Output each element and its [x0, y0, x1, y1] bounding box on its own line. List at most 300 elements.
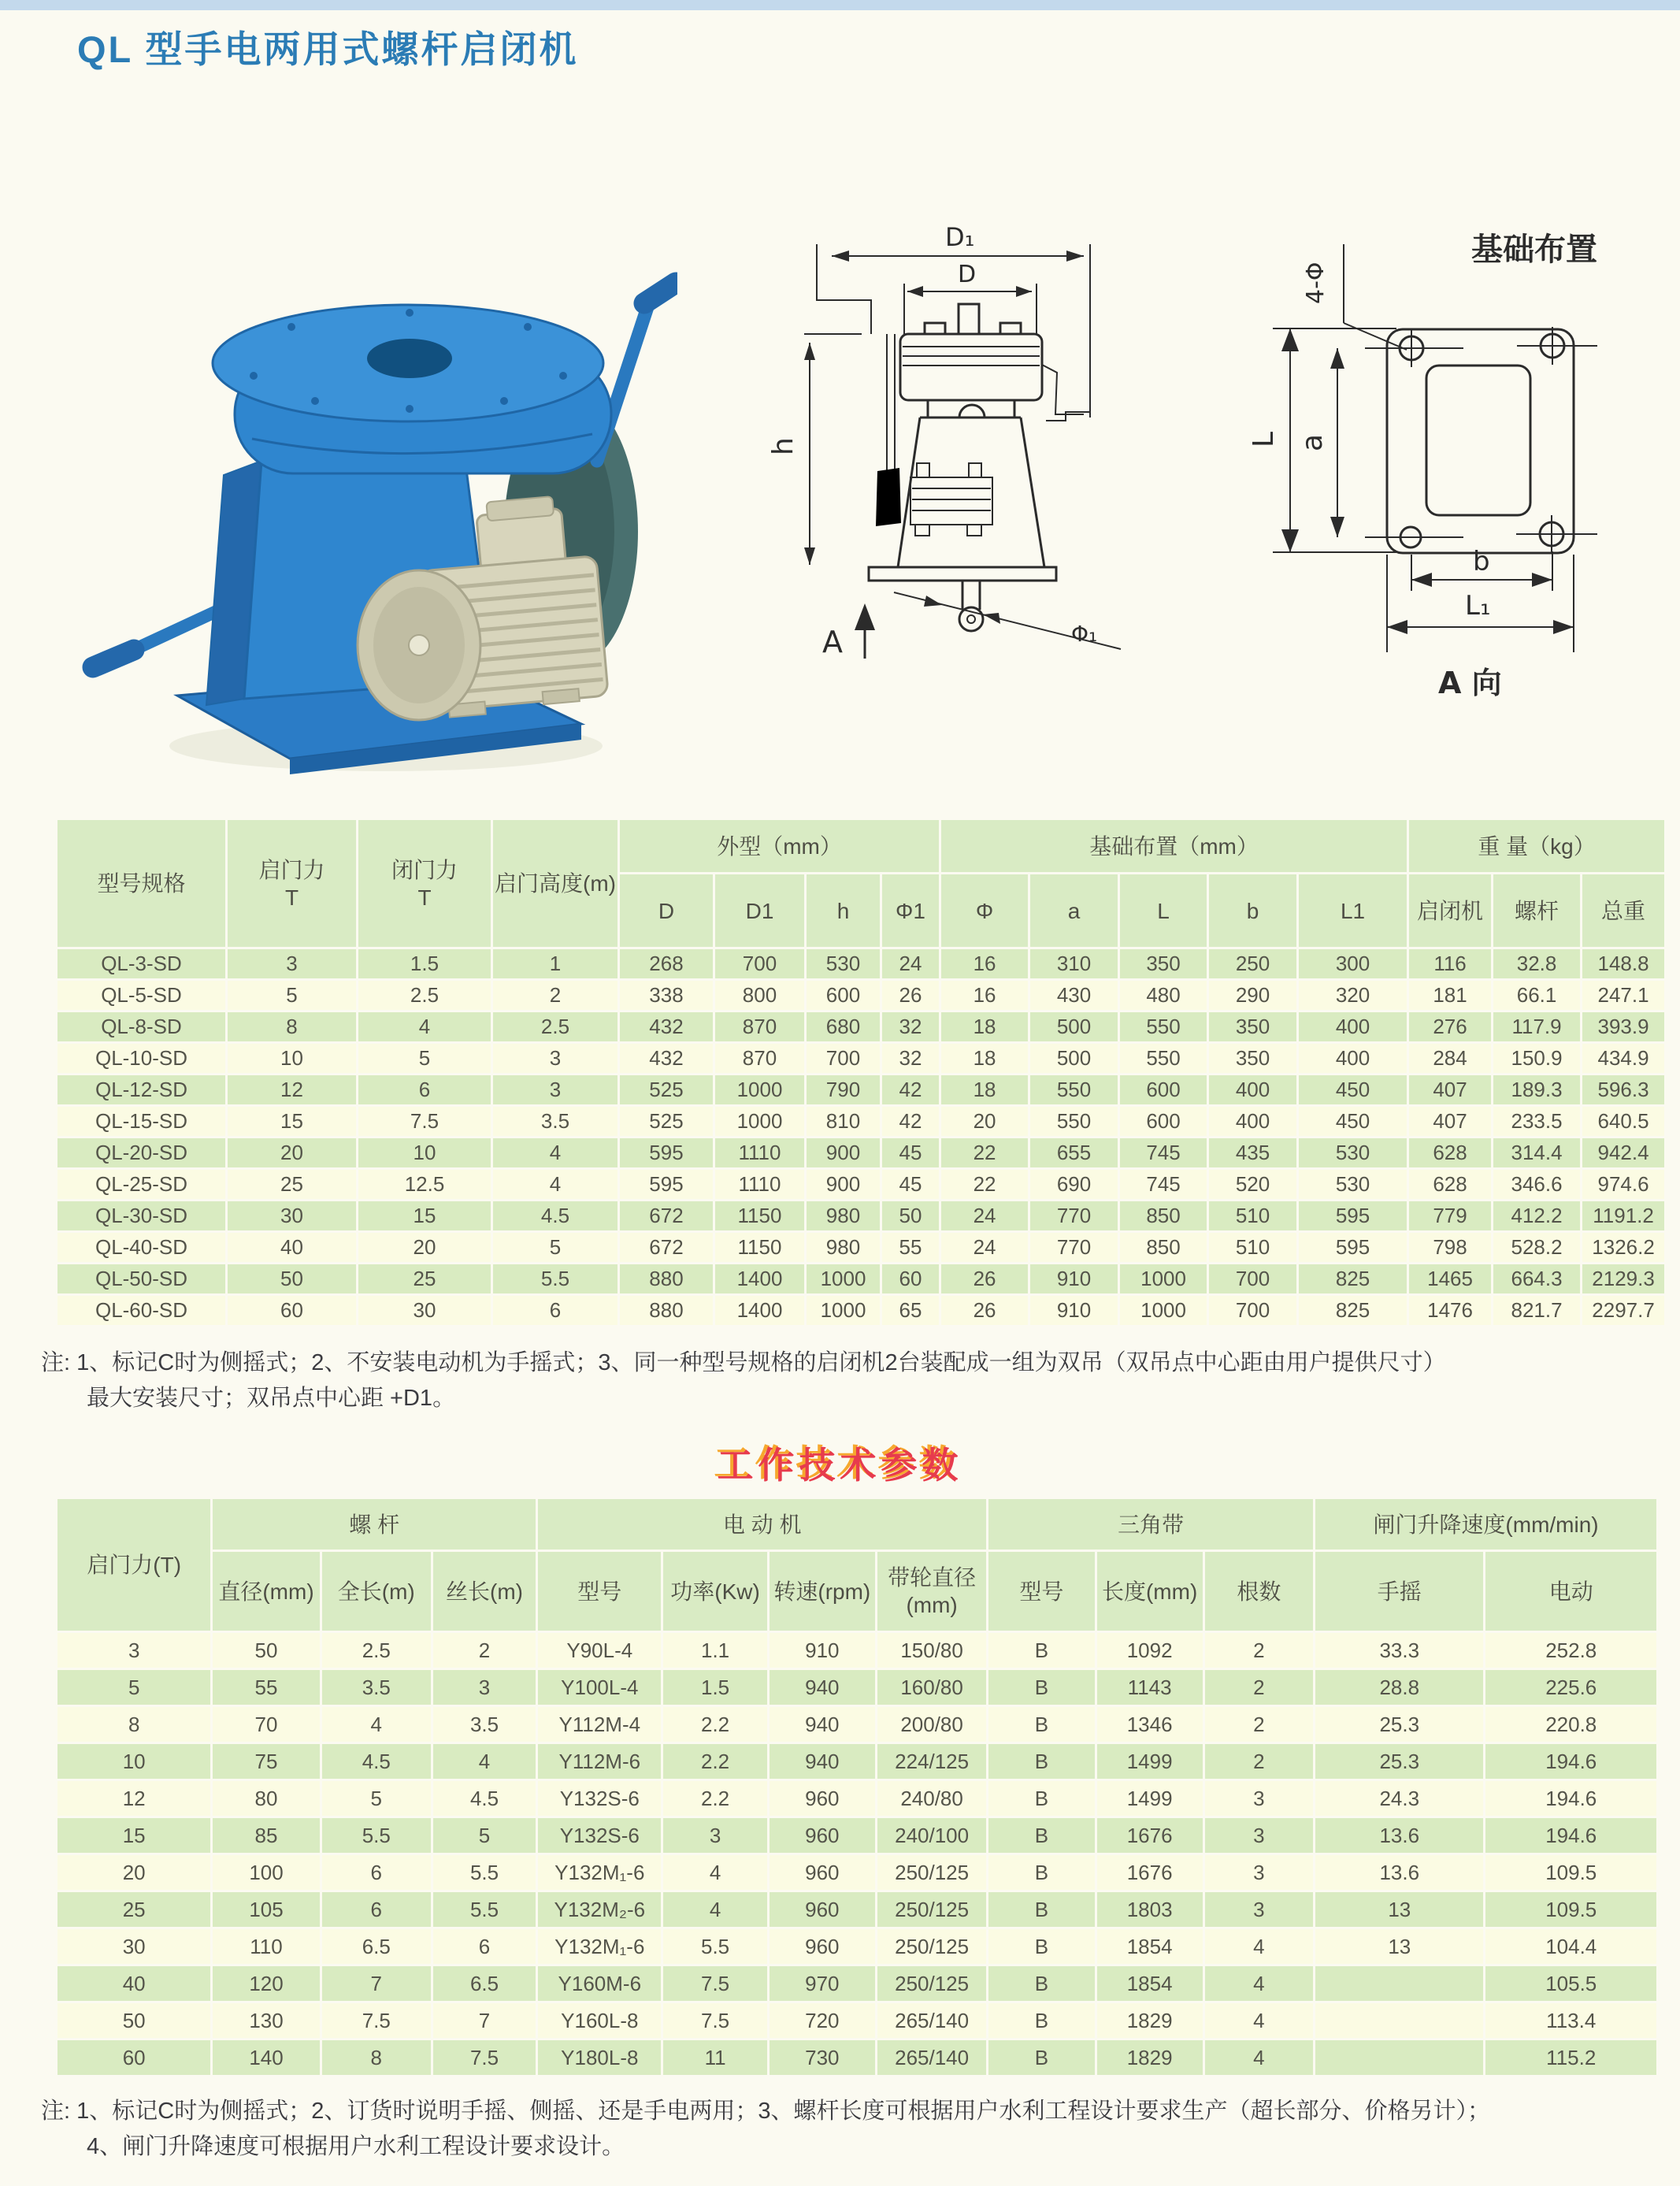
note-line: [41, 1345, 1656, 1381]
table-cell: 600: [1120, 1107, 1207, 1136]
table-cell: 40: [228, 1233, 356, 1262]
table-cell: 25: [57, 1892, 210, 1927]
table-row: [57, 1966, 1656, 2001]
col-header-d: D: [620, 874, 713, 947]
group-header-screw: 螺 杆: [213, 1499, 536, 1549]
table-cell: 40: [57, 1966, 210, 2001]
table-cell: 265/140: [877, 2040, 986, 2075]
table1-notes: [41, 1345, 1656, 1416]
table-cell: 1499: [1097, 1781, 1203, 1816]
table-cell: 5.5: [493, 1264, 617, 1293]
group-header-gate-speed: 闸门升降速度(mm/min): [1315, 1499, 1656, 1549]
col-header-phi: Φ: [941, 874, 1028, 947]
table-cell: 30: [228, 1201, 356, 1230]
table-cell: 745: [1120, 1170, 1207, 1199]
col-header-electric-speed: 电动: [1485, 1552, 1656, 1631]
table-row: [57, 1170, 1664, 1199]
page-title: QL 型手电两用式螺杆启闭机: [77, 28, 579, 70]
col-header-l1: L1: [1299, 874, 1407, 947]
table-cell: Y112M-6: [538, 1744, 661, 1779]
table-cell: 7.5: [663, 1966, 766, 2001]
table-cell: 26: [882, 981, 939, 1010]
table-cell: 45: [882, 1170, 939, 1199]
table-cell: 240/80: [877, 1781, 986, 1816]
table-cell: 55: [213, 1670, 319, 1705]
table-cell: 779: [1409, 1201, 1491, 1230]
table-cell: 5.5: [322, 1818, 431, 1853]
table-cell: 22: [941, 1138, 1028, 1167]
table-cell: 25: [228, 1170, 356, 1199]
table-cell: 595: [620, 1138, 713, 1167]
table-cell: 50: [213, 1633, 319, 1668]
table-cell: 350: [1120, 949, 1207, 978]
table-cell: 1000: [715, 1107, 804, 1136]
col-header-model: 型号规格: [57, 820, 225, 947]
table-cell: 1150: [715, 1233, 804, 1262]
table-cell: 435: [1209, 1138, 1296, 1167]
table-cell: 1000: [1120, 1296, 1207, 1325]
table-cell: 700: [807, 1044, 880, 1073]
table-cell: 4: [358, 1012, 491, 1041]
table-cell: 18: [941, 1012, 1028, 1041]
col-header-screw-diameter: 直径(mm): [213, 1552, 319, 1631]
table-cell: 4: [1205, 1929, 1313, 1964]
col-header-screw-weight: 螺杆: [1493, 874, 1580, 947]
table-cell: 42: [882, 1107, 939, 1136]
table-cell: 5: [433, 1818, 536, 1853]
table-cell: 850: [1120, 1233, 1207, 1262]
table-cell: 5: [493, 1233, 617, 1262]
table-cell: QL-60-SD: [57, 1296, 225, 1325]
table-cell: 2.5: [493, 1012, 617, 1041]
col-header-h: h: [807, 874, 880, 947]
table-cell: 110: [213, 1929, 319, 1964]
col-header-hoist-weight: 启闭机: [1409, 874, 1491, 947]
table-cell: 33.3: [1315, 1633, 1483, 1668]
table-cell: 1346: [1097, 1707, 1203, 1742]
table-cell: 310: [1030, 949, 1118, 978]
table-cell: 960: [770, 1781, 875, 1816]
table-cell: 1499: [1097, 1744, 1203, 1779]
table-cell: 407: [1409, 1075, 1491, 1104]
group-header-outline: 外型（mm）: [620, 820, 939, 872]
table-cell: 8: [228, 1012, 356, 1041]
table-cell: 12: [228, 1075, 356, 1104]
table-cell: 338: [620, 981, 713, 1010]
table-cell: 6: [493, 1296, 617, 1325]
table-cell: 16: [941, 981, 1028, 1010]
table-cell: 276: [1409, 1012, 1491, 1041]
table-cell: 8: [322, 2040, 431, 2075]
table-cell: 1110: [715, 1170, 804, 1199]
table-cell: 2: [1205, 1744, 1313, 1779]
table-cell: 130: [213, 2003, 319, 2038]
table-cell: 595: [1299, 1201, 1407, 1230]
table-cell: 1829: [1097, 2003, 1203, 2038]
table-cell: 790: [807, 1075, 880, 1104]
table-cell: Y132S-6: [538, 1818, 661, 1853]
table-cell: 3.5: [493, 1107, 617, 1136]
table-cell: 24: [882, 949, 939, 978]
table-cell: 11: [663, 2040, 766, 2075]
table-cell: 960: [770, 1929, 875, 1964]
table2-notes: [41, 2094, 1656, 2165]
table-cell: 400: [1299, 1012, 1407, 1041]
foundation-drawing-svg: [1203, 211, 1678, 780]
table-cell: 1400: [715, 1264, 804, 1293]
table-cell: 66.1: [1493, 981, 1580, 1010]
table-cell: 680: [807, 1012, 880, 1041]
table-row: [57, 949, 1664, 978]
table-cell: 432: [620, 1044, 713, 1073]
table-cell: 115.2: [1485, 2040, 1656, 2075]
table-cell: Y160M-6: [538, 1966, 661, 2001]
dim-label-d1: D₁: [945, 222, 975, 252]
table-cell: 350: [1209, 1044, 1296, 1073]
dim-label-h: h: [767, 437, 799, 455]
table-cell: 24.3: [1315, 1781, 1483, 1816]
table-cell: QL-5-SD: [57, 981, 225, 1010]
table-cell: Y132M₁-6: [538, 1929, 661, 1964]
table-row: [57, 1296, 1664, 1325]
table-cell: 290: [1209, 981, 1296, 1010]
table-cell: 3: [1205, 1818, 1313, 1853]
table-cell: 5: [322, 1781, 431, 1816]
table-cell: 870: [715, 1044, 804, 1073]
table-cell: 900: [807, 1138, 880, 1167]
table-cell: 13: [1315, 1929, 1483, 1964]
table-cell: 450: [1299, 1075, 1407, 1104]
note-line: [41, 2094, 1656, 2129]
table-cell: 5.5: [433, 1855, 536, 1890]
table-cell: 1.5: [663, 1670, 766, 1705]
col-header-motor-rpm: 转速(rpm): [770, 1552, 875, 1631]
table-cell: 700: [1209, 1264, 1296, 1293]
table-cell: 346.6: [1493, 1170, 1580, 1199]
table-cell: Y112M-4: [538, 1707, 661, 1742]
table-cell: 655: [1030, 1138, 1118, 1167]
table-cell: 22: [941, 1170, 1028, 1199]
table-cell: 13: [1315, 1892, 1483, 1927]
table-cell: 4: [1205, 2040, 1313, 2075]
table-cell: 2.2: [663, 1707, 766, 1742]
table-cell: 320: [1299, 981, 1407, 1010]
col-header-belt-model: 型号: [988, 1552, 1094, 1631]
table-cell: 10: [358, 1138, 491, 1167]
table-cell: 1000: [1120, 1264, 1207, 1293]
table-cell: QL-20-SD: [57, 1138, 225, 1167]
group-header-foundation: 基础布置（mm）: [941, 820, 1407, 872]
table-cell: 942.4: [1582, 1138, 1664, 1167]
table-row: [57, 981, 1664, 1010]
table-cell: 105.5: [1485, 1966, 1656, 2001]
table-cell: 5: [228, 981, 356, 1010]
table-cell: B: [988, 1670, 1094, 1705]
table-cell: 1676: [1097, 1818, 1203, 1853]
table-row: [57, 1233, 1664, 1262]
dim-label-l: L: [1248, 431, 1280, 447]
table-row: [57, 1781, 1656, 1816]
table-cell: 117.9: [1493, 1012, 1580, 1041]
table-cell: 1326.2: [1582, 1233, 1664, 1262]
table-cell: 432: [620, 1012, 713, 1041]
table-cell: 85: [213, 1818, 319, 1853]
table-cell: 664.3: [1493, 1264, 1580, 1293]
table-cell: 3: [1205, 1855, 1313, 1890]
table-cell: 1854: [1097, 1966, 1203, 2001]
table-cell: Y132M₁-6: [538, 1855, 661, 1890]
table-cell: 150/80: [877, 1633, 986, 1668]
table-row: [57, 1892, 1656, 1927]
table-cell: 4: [322, 1707, 431, 1742]
table-cell: 672: [620, 1201, 713, 1230]
table-cell: 1110: [715, 1138, 804, 1167]
table-row: [57, 1264, 1664, 1293]
table-cell: 252.8: [1485, 1633, 1656, 1668]
table-cell: 2: [433, 1633, 536, 1668]
table-cell: 700: [715, 949, 804, 978]
table-cell: 194.6: [1485, 1781, 1656, 1816]
dim-label-d: D: [958, 261, 977, 288]
table-cell: QL-50-SD: [57, 1264, 225, 1293]
note-text: 1、标记C时为侧摇式；2、订货时说明手摇、侧摇、还是手电两用；3、螺杆长度可根据用户水利工程设计要求生产（超长部分、价格另计）；: [76, 2099, 1490, 2124]
table-cell: 10: [228, 1044, 356, 1073]
table-cell: 70: [213, 1707, 319, 1742]
table-cell: 600: [1120, 1075, 1207, 1104]
table-cell: 3: [228, 949, 356, 978]
table-cell: 1854: [1097, 1929, 1203, 1964]
scan-edge-artifact: [0, 0, 1680, 10]
table-cell: 3: [57, 1633, 210, 1668]
table-cell: 480: [1120, 981, 1207, 1010]
table-cell: 314.4: [1493, 1138, 1580, 1167]
table-cell: 105: [213, 1892, 319, 1927]
table-cell: 510: [1209, 1201, 1296, 1230]
table-cell: 120: [213, 1966, 319, 2001]
table-cell: 250/125: [877, 1892, 986, 1927]
table-cell: 104.4: [1485, 1929, 1656, 1964]
table-cell: 4.5: [493, 1201, 617, 1230]
table-cell: 5.5: [663, 1929, 766, 1964]
col-header-manual-speed: 手摇: [1315, 1552, 1483, 1631]
table-cell: 12.5: [358, 1170, 491, 1199]
table-cell: 150.9: [1493, 1044, 1580, 1073]
table-cell: 393.9: [1582, 1012, 1664, 1041]
table-cell: 6: [322, 1855, 431, 1890]
table-row: [57, 1201, 1664, 1230]
group-header-belt: 三角带: [988, 1499, 1313, 1549]
table-cell: 1143: [1097, 1670, 1203, 1705]
table-cell: 1829: [1097, 2040, 1203, 2075]
table-cell: QL-10-SD: [57, 1044, 225, 1073]
table-cell: 690: [1030, 1170, 1118, 1199]
table-cell: 628: [1409, 1138, 1491, 1167]
table-cell: Y90L-4: [538, 1633, 661, 1668]
table-cell: 1676: [1097, 1855, 1203, 1890]
table-cell: 1000: [807, 1296, 880, 1325]
col-header-belt-count: 根数: [1205, 1552, 1313, 1631]
table-cell: 20: [228, 1138, 356, 1167]
table-cell: 940: [770, 1670, 875, 1705]
table-cell: 5.5: [433, 1892, 536, 1927]
table-cell: 15: [228, 1107, 356, 1136]
table-cell: 8: [57, 1707, 210, 1742]
table-cell: 2297.7: [1582, 1296, 1664, 1325]
table-cell: 240/100: [877, 1818, 986, 1853]
table-cell: 4: [433, 1744, 536, 1779]
table-cell: 32: [882, 1012, 939, 1041]
table-cell: B: [988, 1744, 1094, 1779]
table-cell: B: [988, 1633, 1094, 1668]
col-header-l: L: [1120, 874, 1207, 947]
table-row: [57, 1138, 1664, 1167]
col-header-belt-length: 长度(mm): [1097, 1552, 1203, 1631]
table-cell: 55: [882, 1233, 939, 1262]
table-row: [57, 1633, 1656, 1668]
table-cell: 5: [358, 1044, 491, 1073]
table-cell: B: [988, 1818, 1094, 1853]
table-cell: 434.9: [1582, 1044, 1664, 1073]
table-cell: 880: [620, 1264, 713, 1293]
table-cell: 450: [1299, 1107, 1407, 1136]
table-cell: QL-3-SD: [57, 949, 225, 978]
table-cell: 825: [1299, 1296, 1407, 1325]
table-cell: 900: [807, 1170, 880, 1199]
table-cell: 20: [358, 1233, 491, 1262]
table-row: [57, 1707, 1656, 1742]
table-cell: 1.1: [663, 1633, 766, 1668]
table-cell: 530: [1299, 1138, 1407, 1167]
table-cell: 510: [1209, 1233, 1296, 1262]
table-cell: 15: [358, 1201, 491, 1230]
table-cell: 5: [57, 1670, 210, 1705]
table-cell: 770: [1030, 1201, 1118, 1230]
note-line: 最大安装尺寸；双吊点中心距 +D1。: [87, 1385, 456, 1411]
table-cell: 24: [941, 1201, 1028, 1230]
table-cell: 224/125: [877, 1744, 986, 1779]
col-header-phi1: Φ1: [882, 874, 939, 947]
dim-label-4phi: 4-Φ: [1302, 262, 1330, 304]
table-cell: 250/125: [877, 1966, 986, 2001]
table-cell: 400: [1209, 1075, 1296, 1104]
table-cell: 412.2: [1493, 1201, 1580, 1230]
table-cell: 595: [620, 1170, 713, 1199]
table-cell: 42: [882, 1075, 939, 1104]
table-cell: 530: [807, 949, 880, 978]
table-cell: 24: [941, 1233, 1028, 1262]
table-cell: [1315, 2003, 1483, 2038]
table-cell: 825: [1299, 1264, 1407, 1293]
table-cell: 500: [1030, 1012, 1118, 1041]
table-cell: 970: [770, 1966, 875, 2001]
table-cell: 720: [770, 2003, 875, 2038]
table-cell: 109.5: [1485, 1855, 1656, 1890]
table-row: [57, 2003, 1656, 2038]
table-cell: Y180L-8: [538, 2040, 661, 2075]
table-cell: 160/80: [877, 1670, 986, 1705]
table-cell: 100: [213, 1855, 319, 1890]
table-cell: 870: [715, 1012, 804, 1041]
col-header-a: a: [1030, 874, 1118, 947]
table-cell: 3.5: [433, 1707, 536, 1742]
hoist-machine-illustration: [55, 201, 677, 784]
table-cell: 798: [1409, 1233, 1491, 1262]
table-cell: 250/125: [877, 1855, 986, 1890]
table-cell: 6: [322, 1892, 431, 1927]
table-cell: 800: [715, 981, 804, 1010]
table-cell: 7.5: [322, 2003, 431, 2038]
table-cell: 640.5: [1582, 1107, 1664, 1136]
table-cell: 225.6: [1485, 1670, 1656, 1705]
table-cell: 4.5: [433, 1781, 536, 1816]
table-cell: Y132S-6: [538, 1781, 661, 1816]
working-parameters-table: [55, 1497, 1659, 2077]
col-header-open-force-t: 启门力(T): [57, 1499, 210, 1631]
dimension-drawing-svg: [731, 211, 1181, 780]
table-cell: Y160L-8: [538, 2003, 661, 2038]
section-title: 工作技术参数: [717, 1445, 963, 1486]
note-prefix: 注:: [41, 1350, 71, 1375]
table-row: [57, 1075, 1664, 1104]
table-cell: 2: [1205, 1633, 1313, 1668]
table-cell: 672: [620, 1233, 713, 1262]
table-cell: QL-30-SD: [57, 1201, 225, 1230]
table-cell: 525: [620, 1075, 713, 1104]
table-cell: [1315, 1966, 1483, 2001]
table-cell: 595: [1299, 1233, 1407, 1262]
table-cell: 25: [358, 1264, 491, 1293]
table-cell: 268: [620, 949, 713, 978]
table-cell: B: [988, 1929, 1094, 1964]
table-cell: 194.6: [1485, 1818, 1656, 1853]
col-header-motor-model: 型号: [538, 1552, 661, 1631]
table-cell: 3: [493, 1075, 617, 1104]
col-header-b: b: [1209, 874, 1296, 947]
table-cell: 7: [322, 1966, 431, 2001]
table-cell: 10: [57, 1744, 210, 1779]
dim-label-phi1: Φ₁: [1071, 621, 1098, 647]
table-cell: 12: [57, 1781, 210, 1816]
table-cell: 300: [1299, 949, 1407, 978]
table-row: [57, 1107, 1664, 1136]
view-caption-a: A 向: [1438, 666, 1502, 700]
table-cell: B: [988, 1892, 1094, 1927]
table-row: [57, 1818, 1656, 1853]
table-cell: 960: [770, 1818, 875, 1853]
table-cell: 700: [1209, 1296, 1296, 1325]
table-cell: 350: [1209, 1012, 1296, 1041]
col-header-motor-power: 功率(Kw): [663, 1552, 766, 1631]
table-cell: 2.2: [663, 1744, 766, 1779]
table-cell: 821.7: [1493, 1296, 1580, 1325]
table-cell: 596.3: [1582, 1075, 1664, 1104]
table-cell: [1315, 2040, 1483, 2075]
table-cell: 32: [882, 1044, 939, 1073]
table-cell: 247.1: [1582, 981, 1664, 1010]
table-cell: 4: [663, 1855, 766, 1890]
table-cell: 910: [1030, 1296, 1118, 1325]
table-cell: 910: [770, 1633, 875, 1668]
table-cell: 980: [807, 1233, 880, 1262]
table-cell: 30: [358, 1296, 491, 1325]
table-cell: 189.3: [1493, 1075, 1580, 1104]
table-cell: 4: [1205, 2003, 1313, 2038]
table-cell: 6: [358, 1075, 491, 1104]
table-cell: 2.5: [322, 1633, 431, 1668]
table-cell: 880: [620, 1296, 713, 1325]
group-header-weight: 重 量（kg）: [1409, 820, 1664, 872]
table-cell: 15: [57, 1818, 210, 1853]
